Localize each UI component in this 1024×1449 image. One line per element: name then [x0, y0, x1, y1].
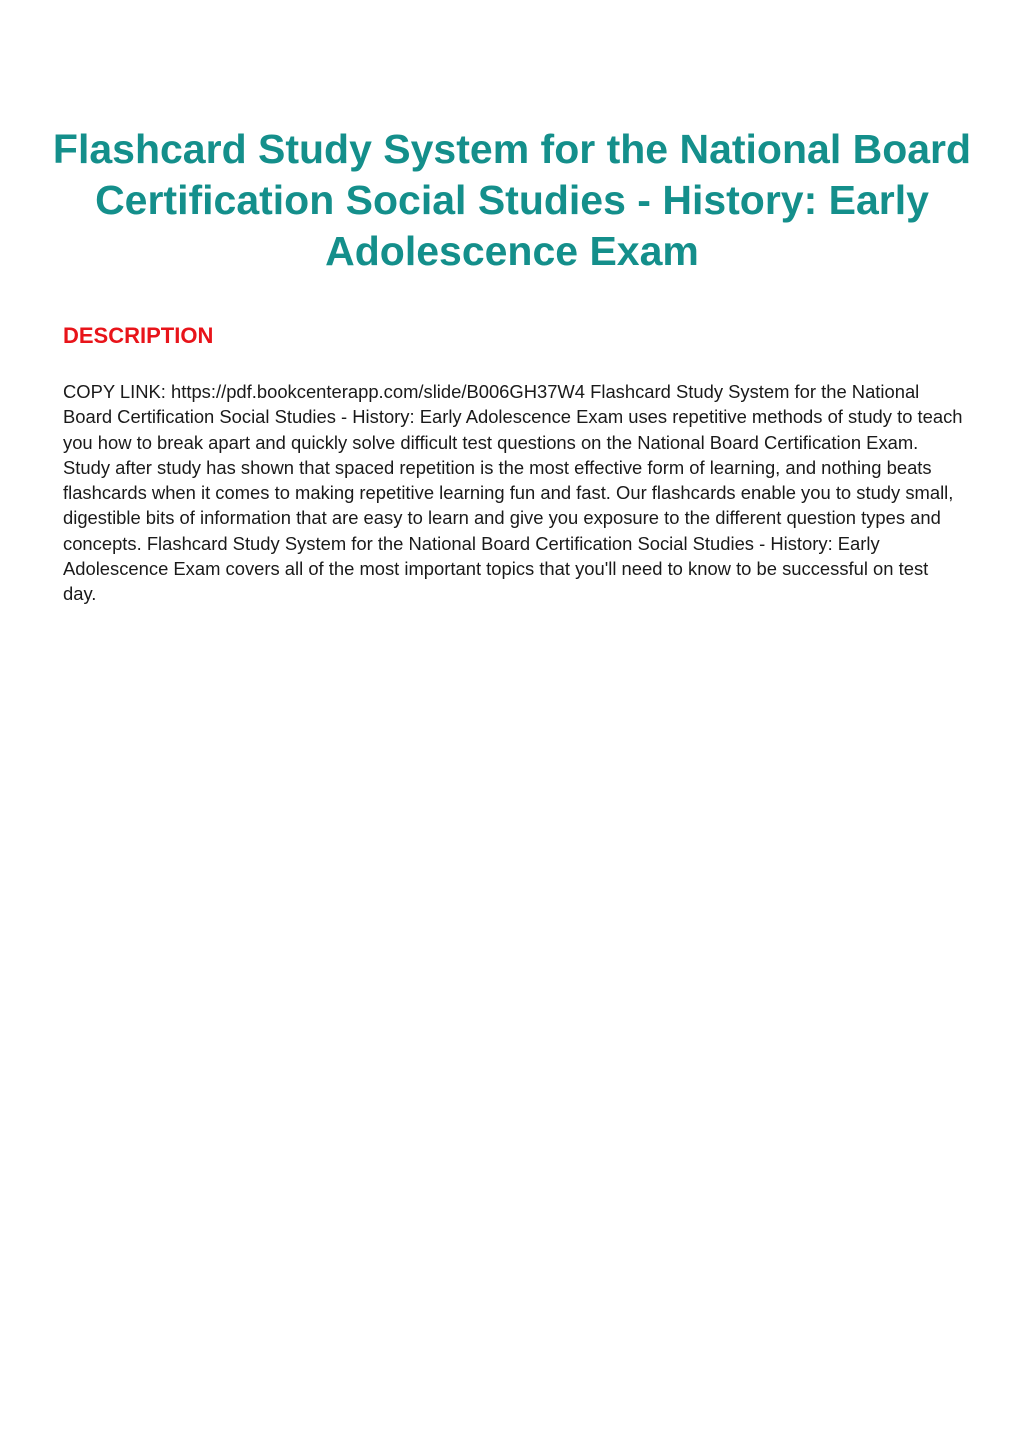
document-title: Flashcard Study System for the National Board Certification Social Studies - History: Early Adolescence Exam [52, 126, 972, 274]
description-heading: DESCRIPTION [63, 323, 214, 348]
description-body: COPY LINK: https://pdf.bookcenterapp.com/slide/B006GH37W4 Flashcard Study System for the National Board Certification Social Studies - History: Early Adolescence Exam uses repetitive methods of study to teach you how to break apart and quickly solve difficult test questions on the National Board Certification Exam. Study after study has shown that spaced repetition is the most effective form of learning, and nothing beats flashcards when it comes to making repetitive learning fun and fast. Our flashcards enable you to study small, digestible bits of information that are easy to learn and give you exposure to the different question types and concepts. Flashcard Study System for the National Board Certification Social Studies - History: Early Adolescence Exam covers all of the most important topics that you'll need to know to be successful on test day. [63, 381, 963, 605]
